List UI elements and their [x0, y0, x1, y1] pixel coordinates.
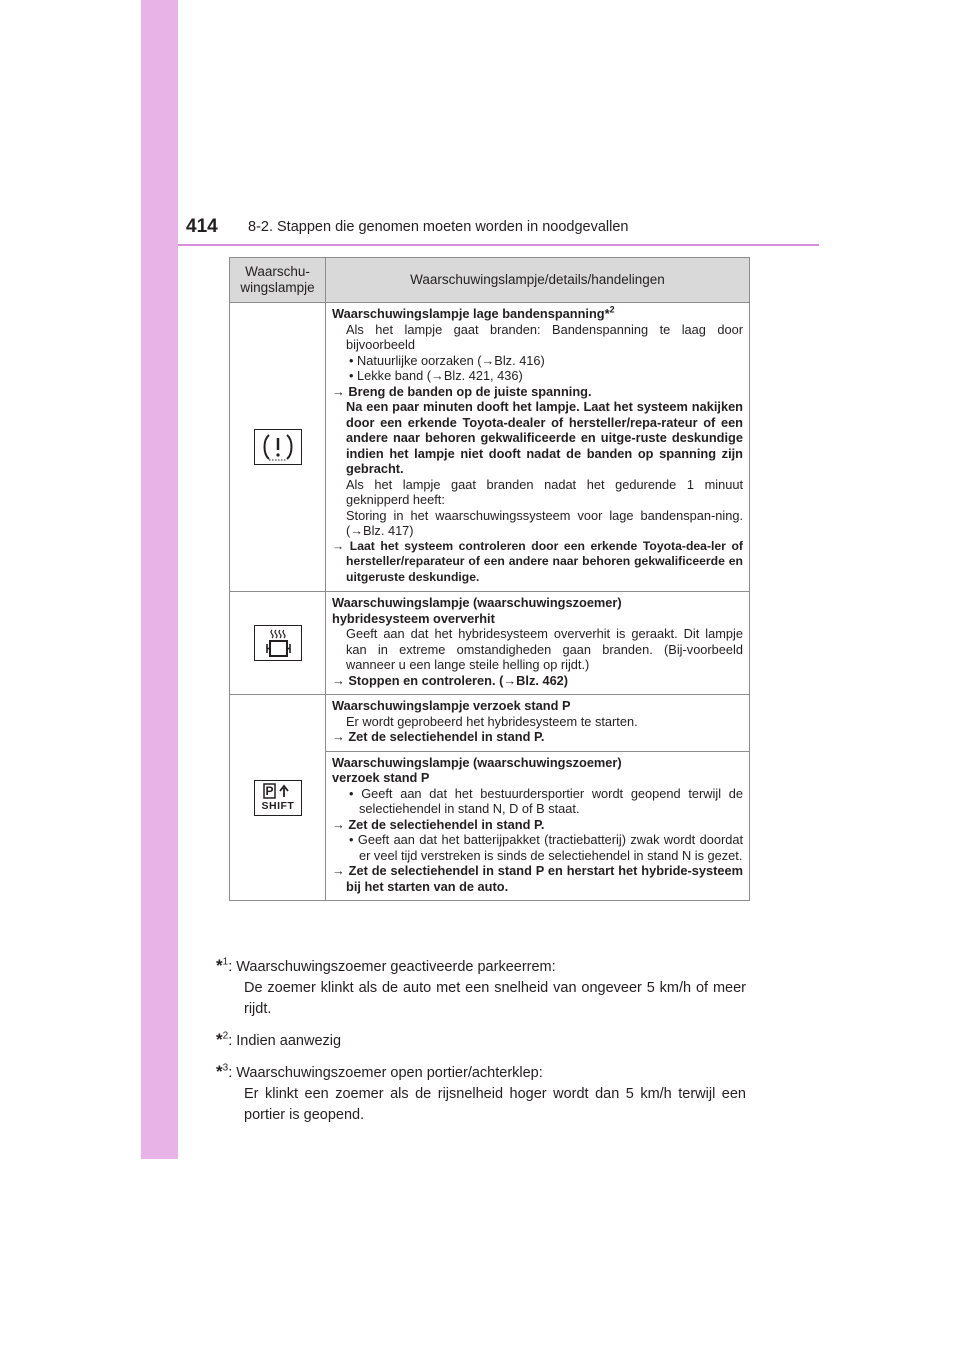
- footnote-mark: [216, 1030, 228, 1049]
- footnote-title: : Indien aanwezig: [228, 1033, 342, 1049]
- p-shift-icon: [254, 780, 302, 816]
- footnote-mark: [216, 956, 228, 975]
- bullet-item: • Lekke band (→Blz. 421, 436): [349, 368, 523, 383]
- row-heading: verzoek stand P: [332, 770, 430, 785]
- footnote-2: [216, 1029, 746, 1052]
- footnote-mark: [216, 1062, 228, 1081]
- action-text: → Stoppen en controleren. (→Blz. 462): [332, 672, 569, 688]
- icon-cell: [230, 592, 326, 695]
- table-row: [230, 592, 750, 695]
- action-text: → Zet de selectiehendel in stand P en herstart het hybride-systeem bij het starten van de auto.: [332, 863, 743, 894]
- footnote-title: : Waarschuwingszoemer open portier/achterklep:: [228, 1065, 543, 1081]
- footnote-title: : Waarschuwingszoemer geactiveerde parkeerrem:: [228, 959, 556, 975]
- row-text: Als het lampje gaat branden nadat het gedurende 1 minuut geknipperd heeft:: [346, 476, 743, 507]
- icon-p-letter: P: [265, 783, 274, 798]
- footnote-text: Er klinkt een zoemer als de rijsnelheid hoger wordt dan 5 km/h terwijl een portier is geopend.: [244, 1086, 746, 1123]
- table-header-row: [230, 258, 750, 303]
- details-cell: [326, 592, 750, 695]
- hybrid-system-overheat-icon: [254, 625, 302, 661]
- action-text: → Zet de selectiehendel in stand P.: [332, 816, 545, 832]
- action-text: → Laat het systeem controleren door een erkende Toyota-dea-ler of hersteller/reparateur of een andere naar behoren gekwalificeerde en uitgeruste deskundige.: [332, 538, 743, 584]
- tire-pressure-warning-icon: [254, 429, 302, 465]
- footnote-number: 1: [222, 956, 229, 968]
- header-divider: [178, 244, 819, 246]
- chapter-tab-sidebar: [141, 0, 178, 1159]
- footnote-3: [216, 1061, 746, 1126]
- warning-lights-table: [229, 257, 750, 901]
- footnote-number: 3: [222, 1062, 229, 1074]
- column-header-light: [230, 258, 326, 303]
- footnote-text: De zoemer klinkt als de auto met een snelheid van ongeveer 5 km/h of meer rijdt.: [244, 980, 746, 1017]
- footnote-1: [216, 955, 746, 1020]
- row-text: Storing in het waarschuwingssysteem voor lage bandenspan-ning. (→Blz. 417): [346, 507, 743, 538]
- row-heading-text: Waarschuwingslampje lage bandenspanning*: [332, 306, 610, 321]
- row-text: Geeft aan dat het hybridesysteem oververhit is geraakt. Dit lampje kan in extreme omstandigheden gaan branden. (Bij-voorbeeld wanneer u een lange steile helling op rijdt.): [346, 626, 743, 672]
- icon-cell: [230, 303, 326, 592]
- footnote-number: 2: [222, 1030, 229, 1042]
- footnote-star: *: [216, 956, 223, 975]
- row-heading: Waarschuwingslampje verzoek stand P: [332, 698, 571, 713]
- row-text: Er wordt geprobeerd het hybridesysteem te starten.: [346, 713, 638, 729]
- footnote-star: *: [216, 1030, 223, 1049]
- bullet-item: • Geeft aan dat het batterijpakket (tractiebatterij) zwak wordt doordat er veel tijd verstreken is sinds de selectiehendel in stand N is gezet.: [349, 832, 743, 863]
- action-text: → Zet de selectiehendel in stand P.: [332, 729, 545, 744]
- table-row: [230, 303, 750, 592]
- column-header-light-label: Waarschu- wingslampje: [240, 264, 315, 295]
- bullet-item: • Natuurlijke oorzaken (→Blz. 416): [349, 352, 545, 368]
- column-header-details: Waarschuwingslampje/details/handelingen: [326, 258, 750, 303]
- row-heading: Waarschuwingslampje (waarschuwingszoemer): [332, 754, 622, 770]
- details-cell: [326, 751, 750, 901]
- details-cell: [326, 695, 750, 752]
- row-text: Als het lampje gaat branden: Bandenspanning te laag door bijvoorbeeld: [346, 321, 743, 352]
- icon-cell: [230, 695, 326, 901]
- icon-shift-label: SHIFT: [261, 799, 295, 812]
- page-number: 414: [186, 216, 218, 237]
- row-heading: [332, 306, 743, 322]
- bullet-item: • Geeft aan dat het bestuurdersportier wordt geopend terwijl de selectiehendel in stand N, D of B staat.: [349, 785, 743, 816]
- action-text: → Breng de banden op de juiste spanning.: [332, 383, 592, 399]
- action-subtext: Na een paar minuten dooft het lampje. Laat het systeem nakijken door een erkende Toyota-dealer of hersteller/repa-rateur of een andere naar behoren gekwalificeerde en uitge-ruste deskundige indien het lampje niet dooft nadat de banden op spanning zijn gebracht.: [346, 399, 743, 476]
- row-heading: hybridesysteem oververhit: [332, 610, 495, 626]
- details-cell: [326, 303, 750, 592]
- chapter-title: 8-2. Stappen die genomen moeten worden in noodgevallen: [248, 219, 629, 235]
- footnotes: [216, 955, 746, 1135]
- footnote-star: *: [216, 1062, 223, 1081]
- row-heading: Waarschuwingslampje (waarschuwingszoemer): [332, 595, 622, 610]
- heading-superscript: 2: [609, 304, 615, 315]
- table-row: [230, 695, 750, 752]
